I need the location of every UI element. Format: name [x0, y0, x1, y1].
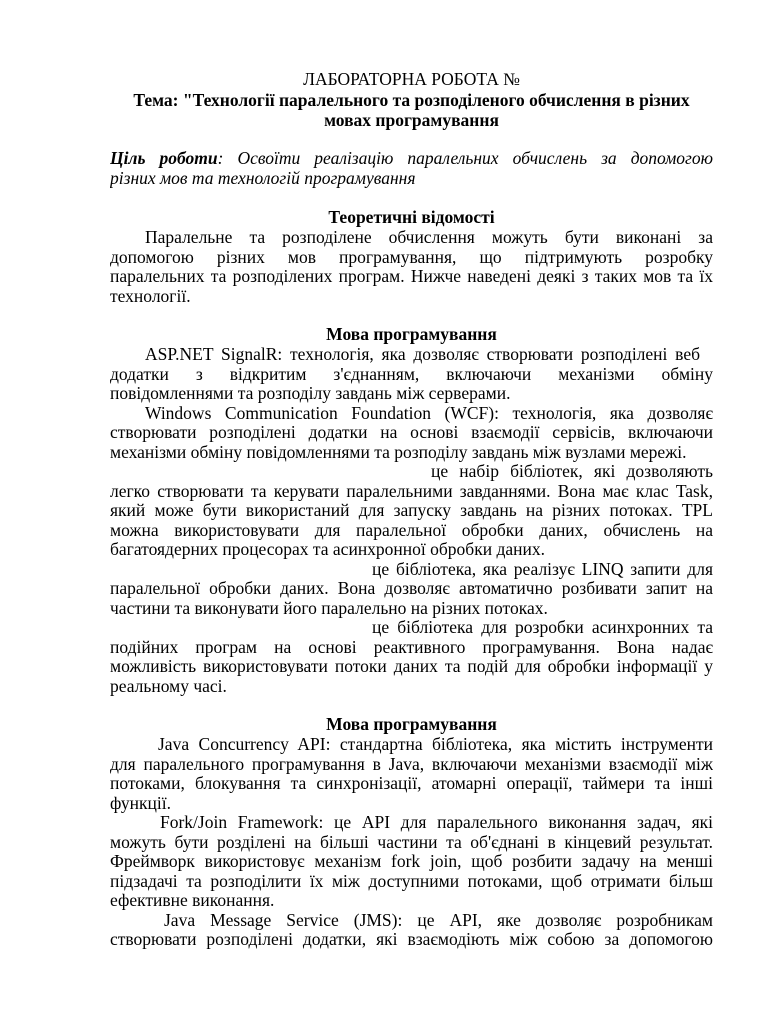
topic-line-2: мовах програмування — [324, 110, 499, 130]
section1-line: багатоядерних процесорах та асинхронної обробки даних. — [110, 539, 545, 559]
section2-line: ефективне виконання. — [110, 890, 275, 910]
section2-line: функції. — [110, 793, 171, 813]
section1-line: додатки з відкритим з'єднанням, включаючи механізми обміну — [110, 364, 713, 384]
section2-line: Java Concurrency API: стандартна бібліотека, яка містить інструменти — [158, 734, 713, 754]
section1-line: це бібліотека, яка реалізує LINQ запити для — [372, 559, 713, 579]
theory-line: технології. — [110, 286, 191, 306]
section2-line: створювати розподілені додатки, які взаємодіють між собою за допомогою — [110, 929, 713, 949]
section1-line: який може бути використаний для запуску завдань на різних потоках. TPL — [110, 500, 713, 520]
theory-line: паралельних та розподілених програм. Нижче наведені деякі з таких мов та їх — [110, 266, 713, 286]
section1-line: можна використовувати для паралельної обробки даних, обчислень на — [110, 520, 713, 540]
section1-line: ASP.NET SignalR: технологія, яка дозволяє створювати розподілені веб — [145, 344, 700, 364]
section2-line: потоками, блокування та синхронізації, атомарні операції, таймери та інші — [110, 773, 713, 793]
section1-line: можливість використовувати потоки даних та подій для обробки інформації у — [110, 656, 713, 676]
section1-line: паралельної обробки даних. Вона дозволяє автоматично розбивати запит на — [110, 578, 713, 598]
section1-line: механізми обміну повідомленнями та розподілу завдань між вузлами мережі. — [110, 442, 687, 462]
objective-line-1 — [110, 148, 713, 169]
theory-line: Паралельне та розподілене обчислення можуть бути виконані за — [145, 227, 713, 247]
objective-line-2: різних мов та технологій програмування — [110, 168, 416, 188]
theory-heading: Теоретичні відомості — [328, 207, 495, 227]
section2-heading: Мова програмування — [326, 714, 497, 734]
section2-line: для паралельного програмування в Java, включаючи механізми взаємодії між — [110, 754, 713, 774]
section1-line: створювати розподілені додатки на основі взаємодії сервісів, включаючи — [110, 422, 713, 442]
section1-line: це бібліотека для розробки асинхронних та — [372, 617, 713, 637]
section1-line: це набір бібліотек, які дозволяють — [431, 461, 713, 481]
topic-line-1: Тема: "Технології паралельного та розподіленого обчислення в різних — [133, 90, 690, 110]
lab-title: ЛАБОРАТОРНА РОБОТА № — [303, 69, 520, 89]
section1-line: повідомленнями та розподілу завдань між серверами. — [110, 383, 511, 403]
theory-line: допомогою різних мов програмування, що підтримують розробку — [110, 247, 713, 267]
objective-label: Ціль роботи — [110, 148, 218, 168]
section2-line: Java Message Service (JMS): це API, яке дозволяє розробникам — [164, 910, 713, 930]
section2-line: Fork/Join Framework: це API для паралельного виконання задач, які — [160, 812, 713, 832]
section2-line: підзадачі та розподілити їх між доступними потоками, щоб отримати більш — [110, 871, 713, 891]
section2-line: можуть бути розділені на більші частини та об'єднані в кінцевий результат. — [110, 832, 713, 852]
section1-line: подійних програм на основі реактивного програмування. Вона надає — [110, 637, 713, 657]
section1-line: легко створювати та керувати паралельними завданнями. Вона має клас Task, — [110, 481, 713, 501]
section1-heading: Мова програмування — [326, 324, 497, 344]
section1-line: Windows Communication Foundation (WCF): технологія, яка дозволяє — [145, 403, 713, 423]
objective-text: : Освоїти реалізацію паралельних обчислень за допомогою — [217, 148, 713, 168]
section2-line: Фреймворк використовує механізм fork join, щоб розбити задачу на менші — [110, 851, 713, 871]
section1-line: частини та виконувати його паралельно на різних потоках. — [110, 598, 548, 618]
section1-line: реальному часі. — [110, 676, 227, 696]
